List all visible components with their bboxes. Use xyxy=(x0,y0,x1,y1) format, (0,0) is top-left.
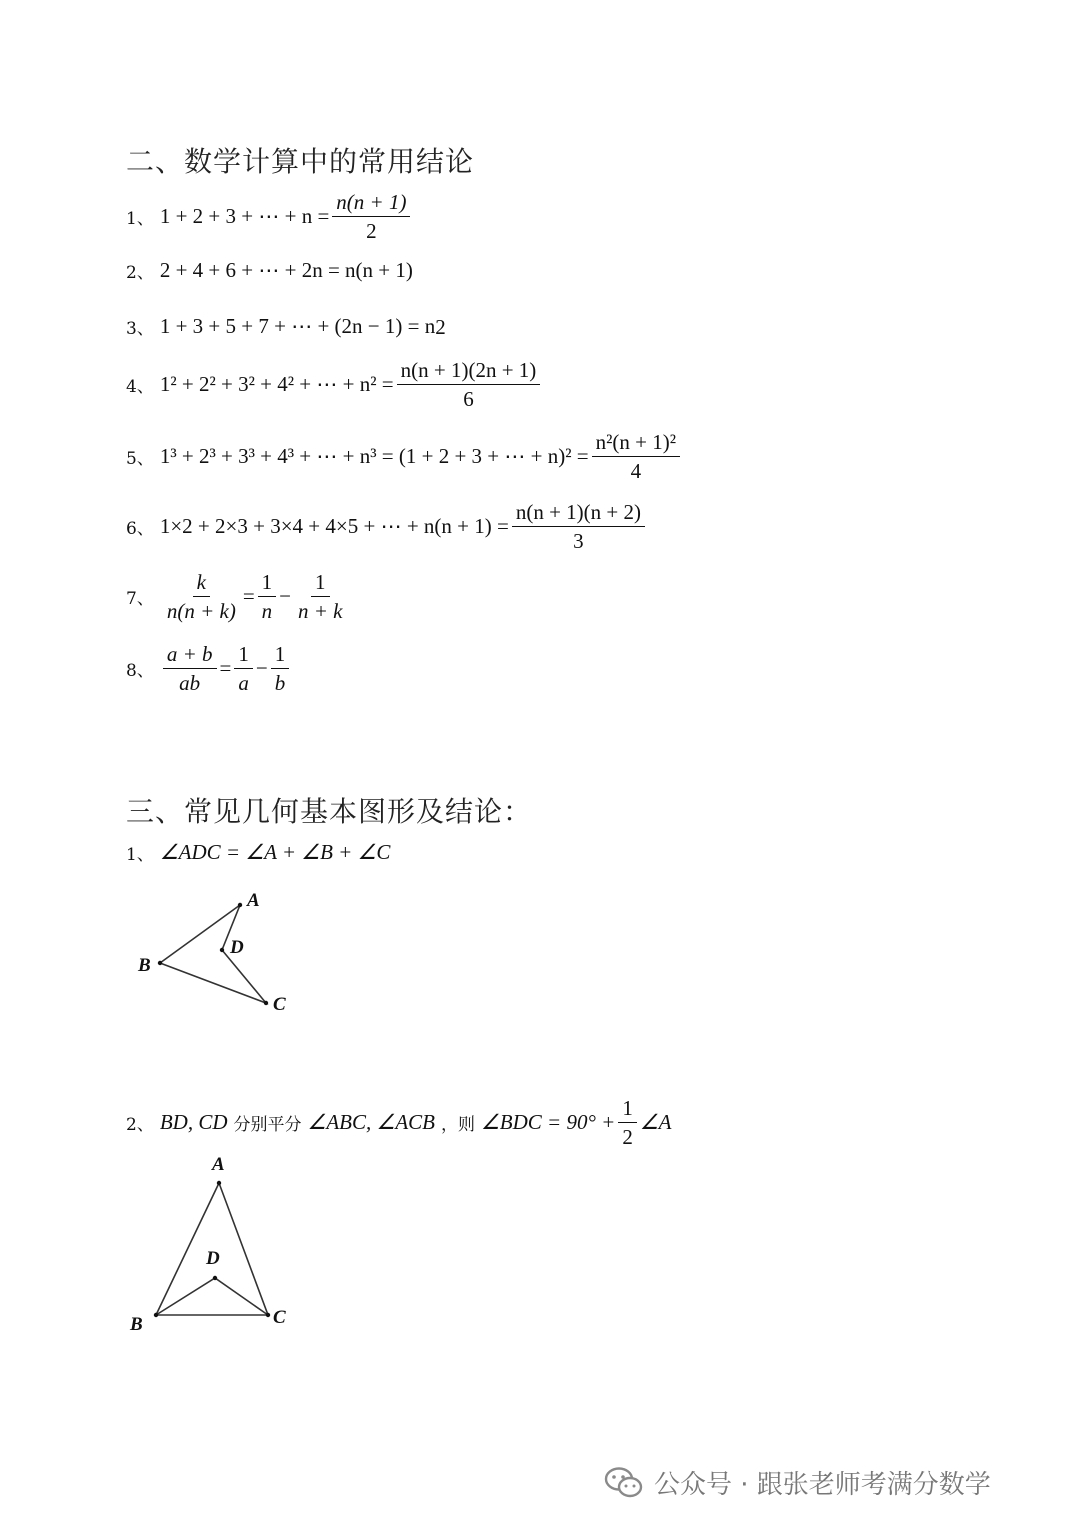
formula-1: 1、 1 + 2 + 3 + ⋯ + n = $\frac{n(n + 1)}{2}$ xyxy=(126,190,413,243)
figure-1-outline xyxy=(160,905,266,1003)
point-a xyxy=(217,1181,221,1185)
point-a xyxy=(238,903,242,907)
figure-concave-quadrilateral xyxy=(130,885,310,1020)
formula-5: 5、 1³ + 2³ + 3³ + 4³ + ⋯ + n³ = (1 + 2 + 3 + ⋯ + n)² = $\frac{\text{n²(n + 1)²}}{4}$ xyxy=(126,430,683,483)
figure-angle-bisectors xyxy=(120,1150,310,1340)
label-c: C xyxy=(273,1307,286,1328)
label-d: D xyxy=(206,1248,220,1269)
geometry-conclusion-1: 1、 ∠ADC = ∠A + ∠B + ∠C xyxy=(126,840,391,865)
formula-8: 8、 $\frac{a + b}{ab}$ = $\frac{1}{a}$ − $\frac{1}{b}$ xyxy=(126,642,292,695)
watermark xyxy=(604,1464,991,1501)
formula-7: 7、 $\frac{k}{n(n + k)}$ = $\frac{1}{n}$ − $\frac{1}{n + k}$ xyxy=(126,570,343,624)
point-d xyxy=(220,948,224,952)
formula-6: 6、 1×2 + 2×3 + 3×4 + 4×5 + ⋯ + n(n + 1) = $\frac{n(n + 1)(n + 2)}{3}$ xyxy=(126,500,648,553)
point-c xyxy=(266,1313,270,1317)
label-b: B xyxy=(130,1314,143,1335)
label-a: A xyxy=(212,1154,225,1175)
label-a: A xyxy=(247,890,260,911)
label-c: C xyxy=(273,994,286,1015)
section-3-title: 三、常见几何基本图形及结论： xyxy=(126,795,533,828)
section-2-title: 二、数学计算中的常用结论 xyxy=(126,145,475,178)
label-b: B xyxy=(138,955,151,976)
figure-2-bisectors xyxy=(156,1278,268,1315)
wechat-icon xyxy=(604,1466,644,1500)
geometry-conclusion-2: 2、 BD, CD 分别平分 ∠ABC, ∠ACB ，则 ∠BDC = 90° + $\frac{1}{2}$ ∠A xyxy=(126,1096,672,1150)
formula-4: 4、 1² + 2² + 3² + 4² + ⋯ + n² = $\frac{n(n + 1)(2n + 1)}{6}$ xyxy=(126,358,543,411)
point-b xyxy=(154,1313,158,1317)
point-c xyxy=(264,1001,268,1005)
formula-2: 2、 2 + 4 + 6 + ⋯ + 2n = n(n + 1) xyxy=(126,258,413,283)
point-b xyxy=(158,961,162,965)
formula-3: 3、 1 + 3 + 5 + 7 + ⋯ + (2n − 1) = n 2 xyxy=(126,314,446,339)
label-d: D xyxy=(230,937,244,958)
watermark-text: 公众号 · 跟张老师考满分数学 xyxy=(654,1470,991,1500)
point-d xyxy=(213,1276,217,1280)
